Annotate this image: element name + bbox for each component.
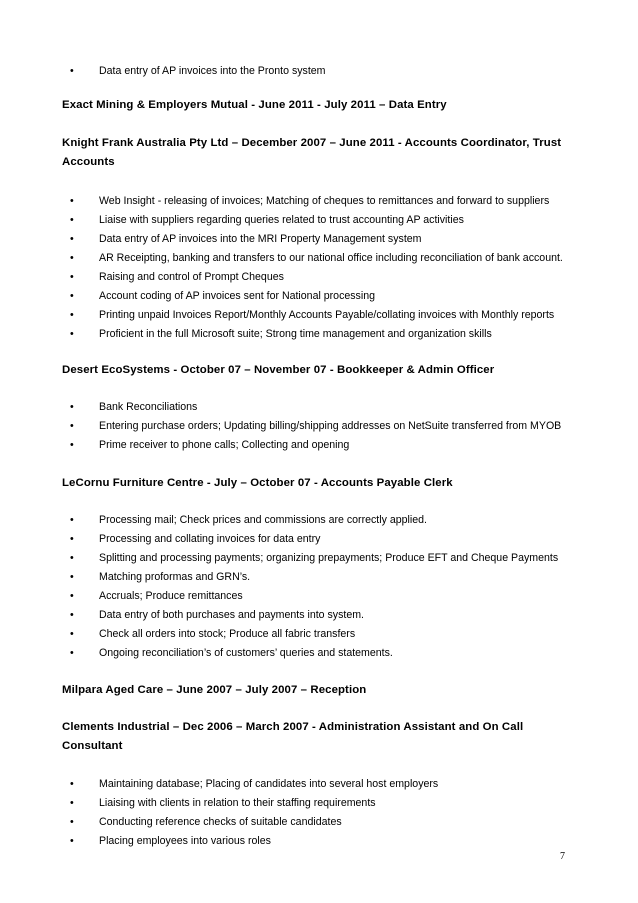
bullet-marker: • [70, 514, 74, 526]
list-item-text: Data entry of AP invoices into the MRI Property Management system [99, 233, 422, 245]
list-item [0, 325, 638, 344]
list-item [0, 530, 638, 549]
job-heading-desert-ecosystems: Desert EcoSystems - October 07 – November 07 - Bookkeeper & Admin Officer [62, 364, 495, 376]
list-item [0, 587, 638, 606]
bullet-marker: • [70, 401, 74, 413]
bullet-marker: • [70, 233, 74, 245]
list-item-text: Raising and control of Prompt Cheques [99, 271, 284, 283]
list-item-text: Maintaining database; Placing of candidates into several host employers [99, 778, 439, 790]
list-item [0, 625, 638, 644]
list-item-text: Processing mail; Check prices and commissions are correctly applied. [99, 514, 427, 526]
list-item [0, 775, 638, 794]
job-heading-knight-frank: Knight Frank Australia Pty Ltd – December 2007 – June 2011 - Accounts Coordinator, Trust Accounts [62, 137, 562, 168]
list-item-text: Splitting and processing payments; organizing prepayments; Produce EFT and Cheque Payments [99, 552, 559, 564]
list-item [0, 436, 638, 455]
list-item-text: AR Receipting, banking and transfers to our national office including reconciliation of bank account. [99, 252, 563, 264]
list-item-text: Proficient in the full Microsoft suite; Strong time management and organization skills [99, 328, 492, 340]
list-item [0, 794, 638, 813]
bullet-marker: • [70, 571, 74, 583]
bullet-list [0, 62, 638, 81]
list-item-text: Liaise with suppliers regarding queries related to trust accounting AP activities [99, 214, 464, 226]
list-item-text: Matching proformas and GRN’s. [99, 571, 251, 583]
list-item [0, 230, 638, 249]
bullet-list [0, 511, 638, 663]
list-item [0, 549, 638, 568]
list-item-text: Processing and collating invoices for data entry [99, 533, 321, 545]
list-item-text: Web Insight - releasing of invoices; Matching of cheques to remittances and forward to suppliers [99, 195, 550, 207]
bullet-marker: • [70, 328, 74, 340]
bullet-marker: • [70, 420, 74, 432]
page-number: 7 [560, 851, 565, 862]
list-item-text: Prime receiver to phone calls; Collecting and opening [99, 439, 350, 451]
bullet-marker: • [70, 195, 74, 207]
bullet-marker: • [70, 533, 74, 545]
list-item-text: Printing unpaid Invoices Report/Monthly Accounts Payable/collating invoices with Monthly reports [99, 309, 555, 321]
list-item-text: Check all orders into stock; Produce all fabric transfers [99, 628, 356, 640]
list-item-text: Liaising with clients in relation to their staffing requirements [99, 797, 376, 809]
list-item-text: Data entry of both purchases and payments into system. [99, 609, 364, 621]
bullet-marker: • [70, 65, 74, 77]
list-item [0, 268, 638, 287]
bullet-marker: • [70, 647, 74, 659]
list-item [0, 511, 638, 530]
list-item [0, 832, 638, 851]
bullet-marker: • [70, 609, 74, 621]
list-item [0, 306, 638, 325]
bullet-marker: • [70, 290, 74, 302]
job-heading-clements: Clements Industrial – Dec 2006 – March 2007 - Administration Assistant and On Call Consultant [62, 721, 524, 752]
bullet-marker: • [70, 816, 74, 828]
bullet-marker: • [70, 439, 74, 451]
job-heading-exact-mining: Exact Mining & Employers Mutual - June 2011 - July 2011 – Data Entry [62, 99, 447, 111]
bullet-marker: • [70, 797, 74, 809]
list-item-text: Bank Reconciliations [99, 401, 198, 413]
list-item-text: Data entry of AP invoices into the Pronto system [99, 65, 326, 77]
list-item-text: Accruals; Produce remittances [99, 590, 243, 602]
list-item-text: Entering purchase orders; Updating billing/shipping addresses on NetSuite transferred from MYOB [99, 420, 562, 432]
list-item-text: Account coding of AP invoices sent for National processing [99, 290, 375, 302]
bullet-marker: • [70, 271, 74, 283]
list-item-text: Conducting reference checks of suitable candidates [99, 816, 342, 828]
list-item-text: Ongoing reconciliation’s of customers’ queries and statements. [99, 647, 393, 659]
list-item [0, 62, 638, 81]
list-item-text: Placing employees into various roles [99, 835, 271, 847]
bullet-marker: • [70, 252, 74, 264]
list-item [0, 568, 638, 587]
bullet-marker: • [70, 590, 74, 602]
list-item [0, 287, 638, 306]
job-heading-milpara: Milpara Aged Care – June 2007 – July 2007 – Reception [62, 684, 367, 696]
bullet-marker: • [70, 214, 74, 226]
bullet-marker: • [70, 309, 74, 321]
bullet-marker: • [70, 628, 74, 640]
list-item [0, 417, 638, 436]
bullet-list [0, 775, 638, 851]
job-heading-lecornu: LeCornu Furniture Centre - July – October 07 - Accounts Payable Clerk [62, 477, 453, 489]
bullet-list [0, 398, 638, 455]
bullet-marker: • [70, 778, 74, 790]
list-item [0, 211, 638, 230]
list-item [0, 644, 638, 663]
bullet-marker: • [70, 552, 74, 564]
list-item [0, 606, 638, 625]
bullet-list [0, 192, 638, 344]
list-item [0, 249, 638, 268]
list-item [0, 398, 638, 417]
list-item [0, 192, 638, 211]
bullet-marker: • [70, 835, 74, 847]
list-item [0, 813, 638, 832]
